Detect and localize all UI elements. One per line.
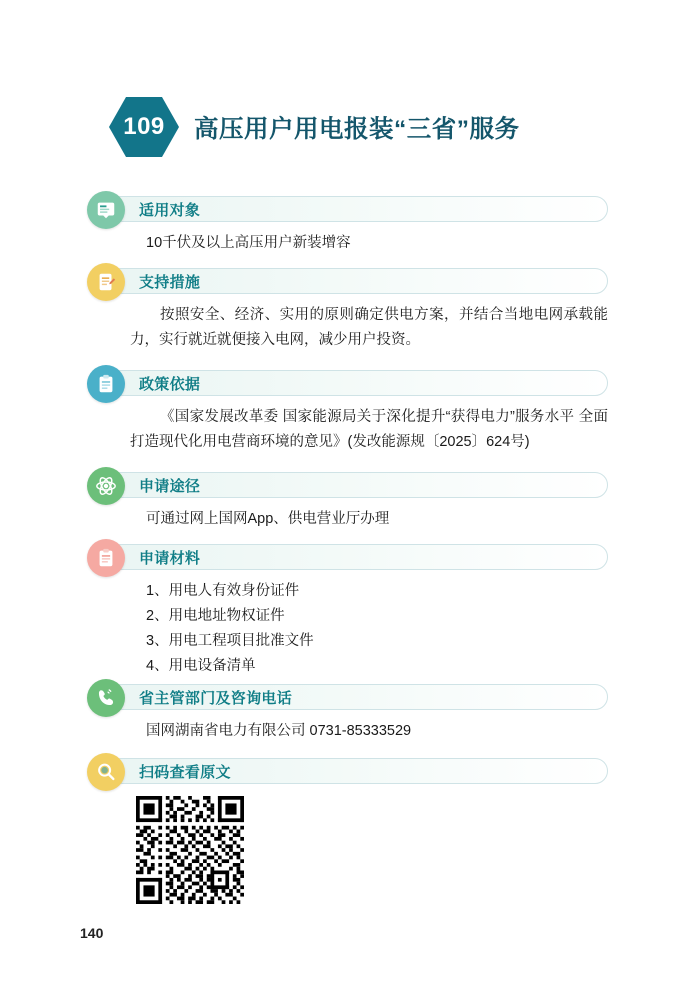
qr-code-wrapper (108, 796, 608, 904)
section-label: 申请途径 (139, 477, 201, 495)
section-support-measures (108, 268, 608, 354)
section-body: 可通过网上国网App、供电营业厅办理 (146, 511, 390, 527)
section-number-badge (108, 96, 180, 158)
section-header-bar (108, 268, 608, 294)
section-label: 支持措施 (139, 273, 201, 291)
list-item: 3、用电工程项目批准文件 (146, 632, 314, 649)
section-header-bar (108, 684, 608, 710)
list-item: 4、用电设备清单 (146, 657, 256, 674)
clipboard-pencil-icon (87, 263, 125, 301)
page-title: 高压用户用电报装“三省”服务 (194, 115, 520, 143)
section-label: 省主管部门及咨询电话 (139, 689, 293, 707)
section-header-bar (108, 370, 608, 396)
list-item: 2、用电地址物权证件 (146, 607, 285, 624)
section-scan-qr (108, 758, 608, 904)
section-label: 政策依据 (139, 375, 201, 393)
atom-icon (87, 467, 125, 505)
section-header-bar (108, 544, 608, 570)
list-item: 1、用电人有效身份证件 (146, 583, 300, 599)
telephone-icon (87, 679, 125, 717)
section-body: 10千伏及以上高压用户新装增容 (146, 235, 351, 251)
section-header-bar (108, 758, 608, 784)
section-authority-hotline (108, 684, 608, 744)
form-document-icon (87, 191, 125, 229)
section-label: 申请材料 (139, 549, 201, 567)
clipboard-icon (87, 365, 125, 403)
section-label: 扫码查看原文 (139, 763, 231, 781)
section-body: 《国家发展改革委 国家能源局关于深化提升“获得电力”服务水平 全面打造现代化用电营商环境的意见》(发改能源规〔2025〕624号) (130, 409, 608, 451)
section-header-bar (108, 472, 608, 498)
section-label: 适用对象 (139, 201, 201, 219)
section-number: 109 (123, 113, 165, 140)
section-application-materials (108, 544, 608, 679)
section-header-bar (108, 196, 608, 222)
section-applicable-objects (108, 196, 608, 256)
magnifier-icon (87, 753, 125, 791)
section-application-channel (108, 472, 608, 532)
page-header (108, 96, 520, 158)
materials-list (108, 579, 608, 679)
qr-code-image (136, 796, 244, 904)
section-body: 按照安全、经济、实用的原则确定供电方案，并结合当地电网承载能力，实行就近就便接入电网，减少用户投资。 (130, 307, 608, 349)
section-policy-basis (108, 370, 608, 456)
section-body: 国网湖南省电力有限公司 0731-85333529 (146, 723, 412, 739)
page-number: 140 (80, 925, 104, 941)
checklist-icon (87, 539, 125, 577)
